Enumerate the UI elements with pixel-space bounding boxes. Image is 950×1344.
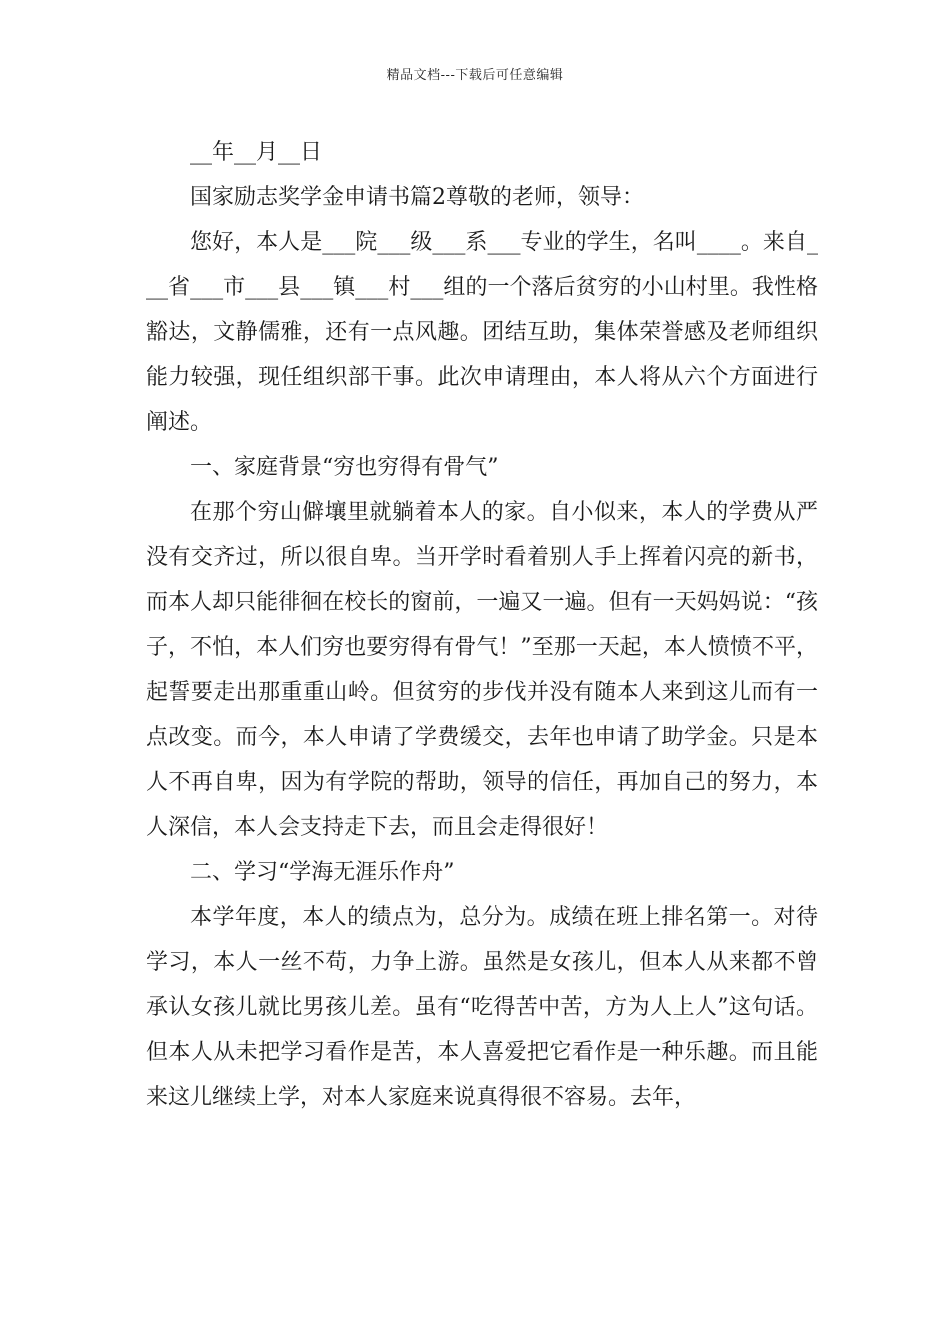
paragraph-study: 本学年度，本人的绩点为，总分为。成绩在班上排名第一。对待学习，本人一丝不苟，力争上游。虽然是女孩儿，但本人从来都不曾承认女孩儿就比男孩儿差。虽有“吃得苦中苦，方为人上人”这句话。但本人从未把学习看作是苦，本人喜爱把它看作是一种乐趣。而且能来这儿继续上学，对本人家庭来说真得很不容易。去年， bbox=[146, 905, 818, 1110]
section-heading-family: 一、家庭背景“穷也穷得有骨气” bbox=[190, 455, 499, 480]
paragraph-family: 在那个穷山僻壤里就躺着本人的家。自小似来，本人的学费从严没有交齐过，所以很自卑。当开学时看着别人手上挥着闪亮的新书，而本人却只能徘徊在校长的窗前，一遍又一遍。但有一天妈妈说：“孩子，不怕，本人们穷也要穷得有骨气！”至那一天起，本人愤愤不平，起誓要走出那重重山岭。但贫穷的步伐并没有随本人来到这儿而有一点改变。而今，本人申请了学费缓交，去年也申请了助学金。只是本人不再自卑，因为有学院的帮助，领导的信任，再加自己的努力，本人深信，本人会支持走下去，而且会走得很好！ bbox=[146, 500, 818, 840]
page-header: 精品文档---下载后可任意编辑 bbox=[386, 68, 564, 83]
date-line: __年__月__日 bbox=[190, 140, 323, 165]
section-heading-study: 二、学习“学海无涯乐作舟” bbox=[190, 860, 455, 885]
title-salutation: 国家励志奖学金申请书篇2尊敬的老师，领导： bbox=[190, 185, 644, 210]
paragraph-intro: 您好，本人是___院___级___系___专业的学生，名叫____。来自___省___市___县___镇___村___组的一个落后贫穷的小山村里。我性格豁达，文静儒雅，还有一点风趣。团结互助，集体荣誉感及老师组织能力较强，现任组织部干事。此次申请理由，本人将从六个方面进行阐述。 bbox=[146, 230, 818, 435]
document-body bbox=[146, 130, 818, 1120]
